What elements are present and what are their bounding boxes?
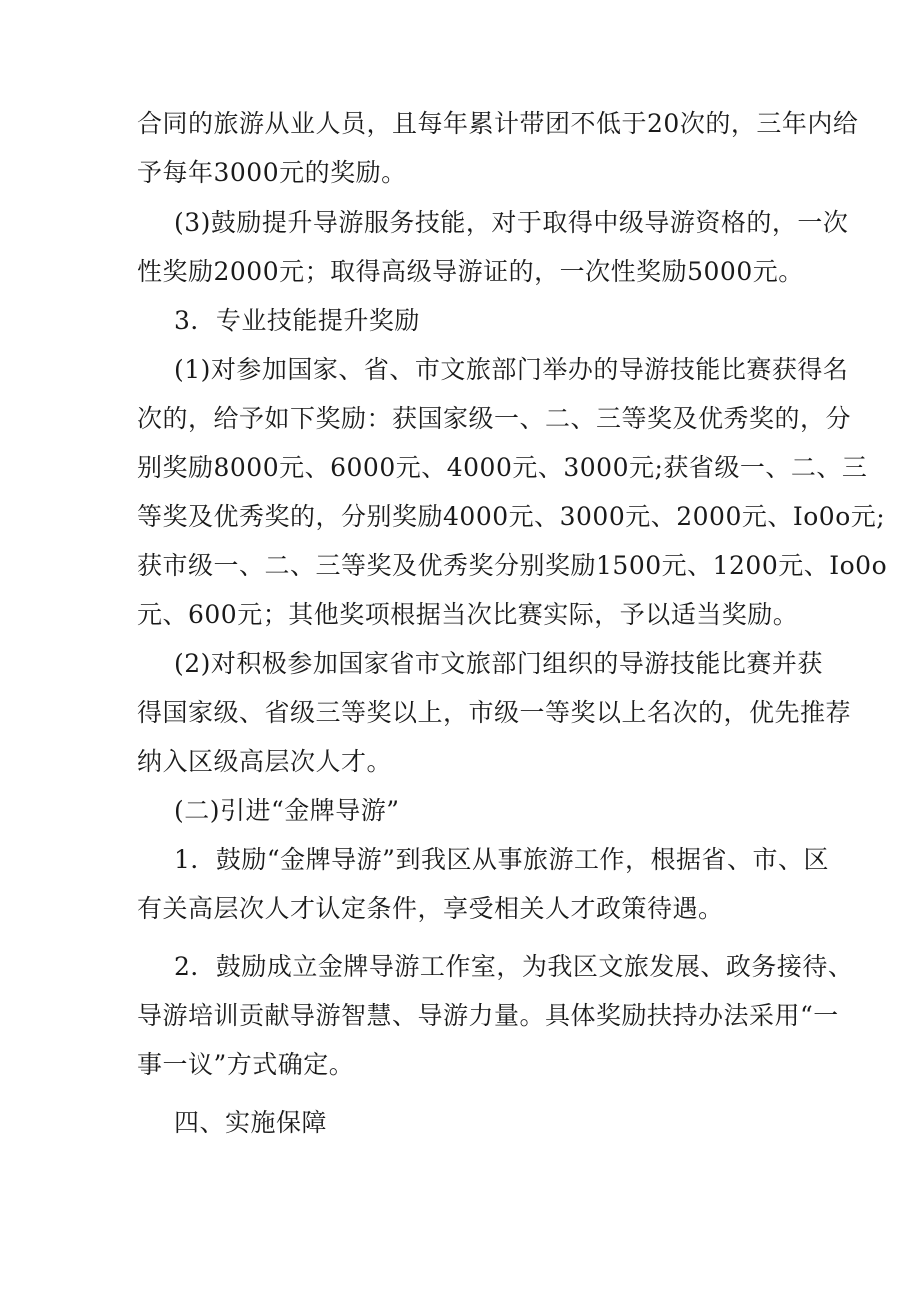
paragraph-line: 性奖励2000元；取得高级导游证的，一次性奖励5000元。 bbox=[137, 257, 804, 286]
paragraph-line: 别奖励8000元、6000元、4000元、3000元;获省级一、二、三 bbox=[137, 453, 868, 482]
paragraph-line: 予每年3000元的奖励。 bbox=[137, 158, 407, 187]
paragraph-line: (2)对积极参加国家省市文旅部门组织的导游技能比赛并获 bbox=[174, 649, 823, 678]
paragraph-line: 导游培训贡献导游智慧、导游力量。具体奖励扶持办法采用“一 bbox=[137, 1001, 839, 1030]
paragraph-line: 事一议”方式确定。 bbox=[137, 1050, 355, 1079]
paragraph-line: 1．鼓励“金牌导游”到我区从事旅游工作，根据省、市、区 bbox=[174, 845, 829, 874]
paragraph-line: 获市级一、二、三等奖及优秀奖分别奖励1500元、1200元、Io0o bbox=[137, 551, 888, 580]
paragraph-line: 元、600元；其他奖项根据当次比赛实际，予以适当奖励。 bbox=[137, 600, 799, 629]
paragraph-line: 次的，给予如下奖励：获国家级一、二、三等奖及优秀奖的，分 bbox=[137, 404, 852, 433]
paragraph-line: 合同的旅游从业人员，且每年累计带团不低于20次的，三年内给 bbox=[137, 109, 859, 138]
section-heading: 四、实施保障 bbox=[174, 1108, 328, 1137]
paragraph-line: 2．鼓励成立金牌导游工作室，为我区文旅发展、政务接待、 bbox=[174, 952, 854, 981]
section-heading: 3．专业技能提升奖励 bbox=[174, 306, 420, 335]
paragraph-line: (1)对参加国家、省、市文旅部门举办的导游技能比赛获得名 bbox=[174, 355, 849, 384]
paragraph-line: 有关高层次人才认定条件，享受相关人才政策待遇。 bbox=[137, 894, 724, 923]
paragraph-line: (3)鼓励提升导游服务技能，对于取得中级导游资格的，一次 bbox=[174, 208, 849, 237]
section-heading: (二)引进“金牌导游” bbox=[174, 796, 400, 825]
paragraph-line: 等奖及优秀奖的，分别奖励4000元、3000元、2000元、Io0o元; bbox=[137, 502, 886, 531]
paragraph-line: 纳入区级高层次人才。 bbox=[137, 747, 393, 776]
paragraph-line: 得国家级、省级三等奖以上，市级一等奖以上名次的，优先推荐 bbox=[137, 698, 852, 727]
